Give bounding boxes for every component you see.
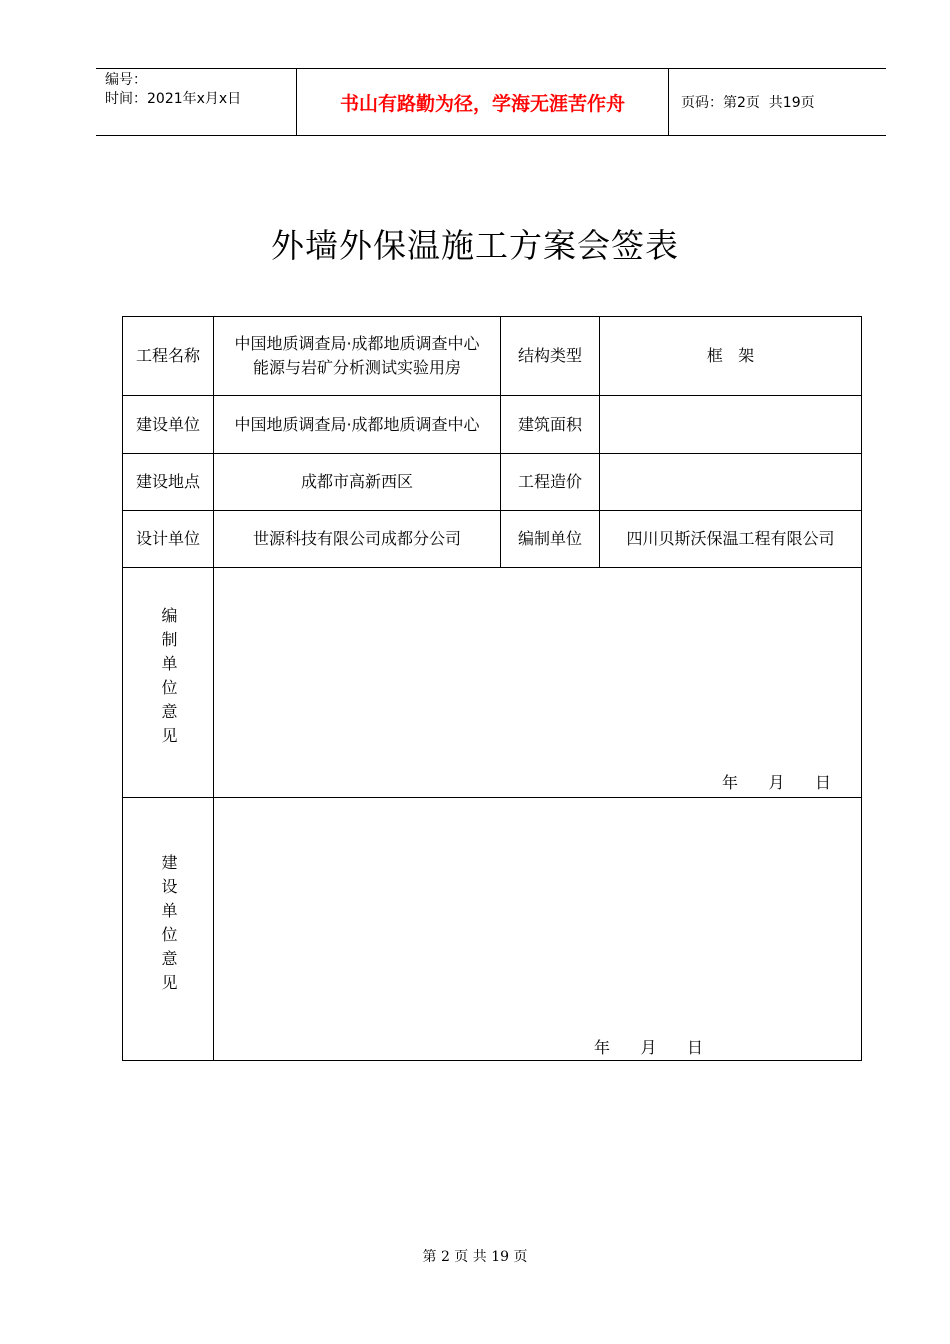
compiler-opinion-label-cell (123, 568, 214, 798)
page-footer: 第 2 页 共 19 页 (422, 1249, 528, 1265)
project-name-line1: 中国地质调查局·成都地质调查中心 (234, 334, 480, 353)
building-area-value (600, 396, 862, 454)
page-info-text: 页码：第2页 共19页 (681, 95, 815, 111)
compiler-opinion-date: 年 月 日 (721, 773, 831, 792)
builder-opinion-area[interactable] (214, 798, 862, 1061)
table-row (123, 454, 862, 511)
header-meta (96, 69, 297, 135)
structure-type-value: 框 架 (600, 317, 862, 396)
compiler-label: 编制单位 (501, 511, 600, 568)
designer-label: 设计单位 (123, 511, 214, 568)
builder-value: 中国地质调查局·成都地质调查中心 (214, 396, 501, 454)
builder-opinion-label-cell (123, 798, 214, 1061)
cost-value (600, 454, 862, 511)
table-row (123, 511, 862, 568)
table-row (123, 317, 862, 396)
structure-type-label: 结构类型 (501, 317, 600, 396)
compiler-opinion-label: 编制单位意见 (159, 607, 178, 751)
project-name-value (214, 317, 501, 396)
page-header (96, 68, 886, 136)
header-motto: 书山有路勤为径，学海无涯苦作舟 (297, 69, 669, 135)
location-value: 成都市高新西区 (214, 454, 501, 511)
signoff-table (122, 316, 862, 1061)
building-area-label: 建筑面积 (501, 396, 600, 454)
time-label: 时间：2021年x月x日 (105, 91, 242, 107)
builder-opinion-date: 年 月 日 (593, 1038, 703, 1057)
project-name-label: 工程名称 (123, 317, 214, 396)
code-label: 编号： (105, 72, 147, 88)
header-page-info (669, 69, 886, 135)
table-row (123, 798, 862, 1061)
compiler-value: 四川贝斯沃保温工程有限公司 (600, 511, 862, 568)
table-row (123, 568, 862, 798)
builder-opinion-label: 建设单位意见 (159, 853, 178, 998)
designer-value: 世源科技有限公司成都分公司 (214, 511, 501, 568)
cost-label: 工程造价 (501, 454, 600, 511)
builder-label: 建设单位 (123, 396, 214, 454)
document-title: 外墙外保温施工方案会签表 (271, 226, 679, 265)
table-row (123, 396, 862, 454)
project-name-line2: 能源与岩矿分析测试实验用房 (252, 358, 461, 377)
compiler-opinion-area[interactable] (214, 568, 862, 798)
location-label: 建设地点 (123, 454, 214, 511)
